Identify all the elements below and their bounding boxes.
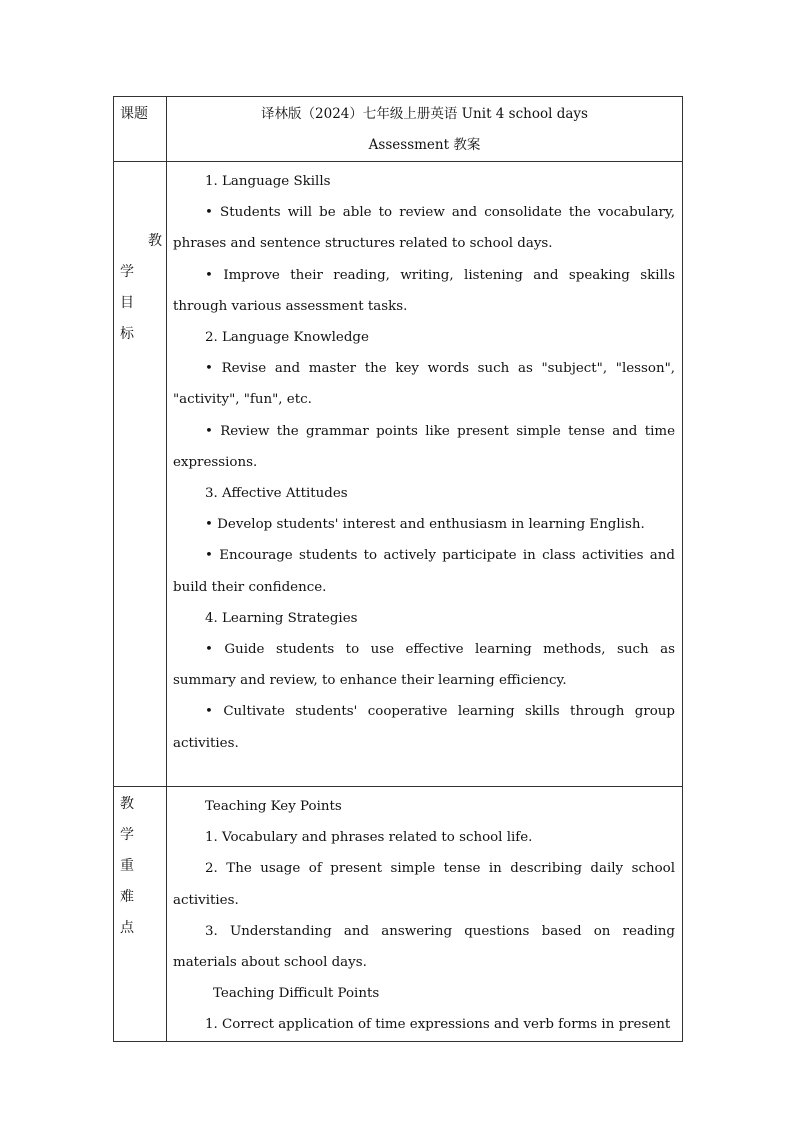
objectives-line: • Guide students to use effective learning methods, such as summary and review, to enhance their learning efficiency.	[173, 642, 675, 689]
key-points-heading: Teaching Key Points	[205, 799, 342, 814]
title-line-1: 译林版（2024）七年级上册英语 Unit 4 school days	[261, 106, 588, 122]
objectives-label-cell	[114, 162, 167, 787]
topic-label-cell	[114, 97, 167, 162]
key-points-label-1: 教 学	[120, 796, 141, 843]
objectives-line: 2. Language Knowledge	[205, 330, 369, 346]
objectives-label-2: 学 目	[120, 264, 141, 311]
objectives-row	[114, 162, 683, 787]
title-cell	[167, 97, 683, 162]
topic-label: 课题	[120, 106, 148, 122]
objectives-line: 4. Learning Strategies	[205, 610, 358, 626]
objectives-line: • Encourage students to actively participate in class activities and build their confidence.	[173, 548, 675, 595]
title-row	[114, 97, 683, 162]
key-points-line: 2. The usage of present simple tense in describing daily school activities.	[173, 861, 675, 908]
objectives-line: • Revise and master the key words such as "subject", "lesson", "activity", "fun", etc.	[173, 361, 675, 408]
key-points-label-2: 重 难	[120, 858, 141, 905]
key-points-row	[114, 787, 683, 1042]
objectives-line: • Cultivate students' cooperative learning skills through group activities.	[173, 704, 675, 751]
key-points-label-cell	[114, 787, 167, 1042]
objectives-line: • Improve their reading, writing, listening and speaking skills through various assessment tasks.	[173, 267, 675, 314]
objectives-label-1: 教	[148, 233, 162, 249]
objectives-line: • Develop students' interest and enthusiasm in learning English.	[205, 517, 645, 533]
objectives-line: 3. Affective Attitudes	[205, 486, 348, 502]
difficult-points-line: 1. Correct application of time expressions and verb forms in present	[205, 1017, 671, 1033]
title-line-2: Assessment 教案	[368, 137, 481, 153]
objectives-line: • Students will be able to review and consolidate the vocabulary, phrases and sentence structures related to school days.	[173, 205, 675, 252]
objectives-line: • Review the grammar points like present simple tense and time expressions.	[173, 423, 675, 470]
objectives-line: 1. Language Skills	[205, 174, 331, 189]
difficult-points-heading: Teaching Difficult Points	[213, 986, 380, 1002]
lesson-plan-table	[113, 96, 683, 1042]
key-points-line: 3. Understanding and answering questions based on reading materials about school days.	[173, 923, 675, 971]
key-points-label-3: 点	[120, 920, 134, 936]
objectives-label-3: 标	[120, 326, 134, 342]
key-points-content	[167, 787, 683, 1042]
objectives-content	[167, 162, 683, 787]
key-points-line: 1. Vocabulary and phrases related to school life.	[205, 830, 533, 846]
